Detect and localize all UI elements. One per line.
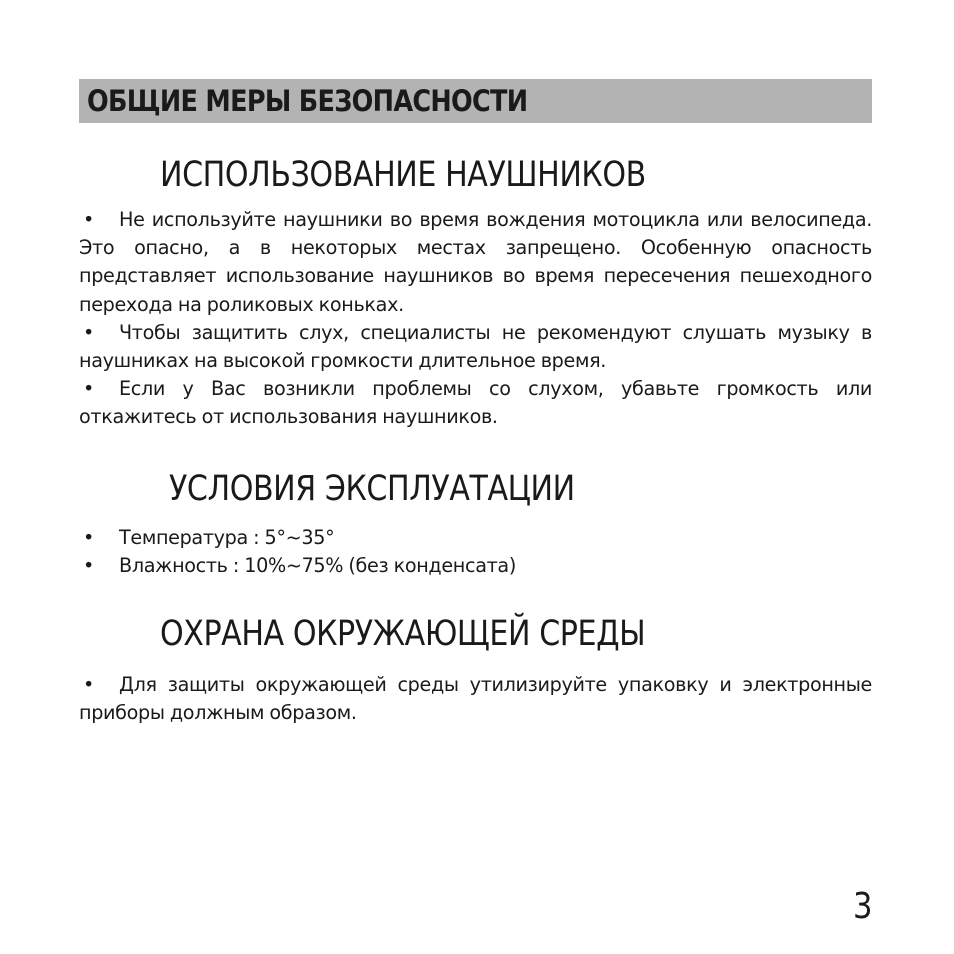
bullet-icon: •: [83, 208, 94, 231]
list-item: [79, 524, 872, 552]
page-number: 3: [853, 886, 873, 927]
list-item: [79, 671, 872, 727]
section-banner: [79, 79, 872, 123]
list-item-text: Температура : 5°~35°: [119, 526, 335, 549]
bullet-icon: •: [83, 554, 94, 578]
bullet-icon: •: [83, 377, 94, 401]
heading-headphones: ИСПОЛЬЗОВАНИЕ НАУШНИКОВ: [160, 155, 646, 195]
list-item: [79, 375, 872, 431]
bullet-icon: •: [83, 526, 94, 549]
bullet-icon: •: [83, 320, 94, 344]
headphones-list: [79, 206, 872, 432]
list-item-text: Если у Вас возникли проблемы со слухом, убавьте громкость или откажитесь от использования наушников.: [79, 377, 872, 429]
bullet-icon: •: [83, 673, 94, 696]
heading-environment: ОХРАНА ОКРУЖАЮЩЕЙ СРЕДЫ: [160, 614, 646, 654]
list-item-text: Не используйте наушники во время вождения мотоцикла или велосипеда. Это опасно, а в некоторых местах запрещено. Особенную опасность представляет использование наушников во время пересечения пешеходного перехода на роликовых коньках.: [79, 208, 872, 316]
list-item: [79, 206, 872, 319]
environment-list: [79, 671, 872, 727]
list-item-text: Для защиты окружающей среды утилизируйте упаковку и электронные приборы должным образом.: [79, 673, 872, 725]
conditions-list: [79, 524, 872, 580]
list-item: [79, 552, 872, 580]
heading-conditions: УСЛОВИЯ ЭКСПЛУАТАЦИИ: [169, 469, 575, 509]
section-title: ОБЩИЕ МЕРЫ БЕЗОПАСНОСТИ: [87, 84, 528, 118]
list-item: [79, 319, 872, 375]
list-item-text: Влажность : 10%~75% (без конденсата): [119, 554, 516, 578]
list-item-text: Чтобы защитить слух, специалисты не рекомендуют слушать музыку в наушниках на высокой громкости длительное время.: [79, 320, 872, 373]
